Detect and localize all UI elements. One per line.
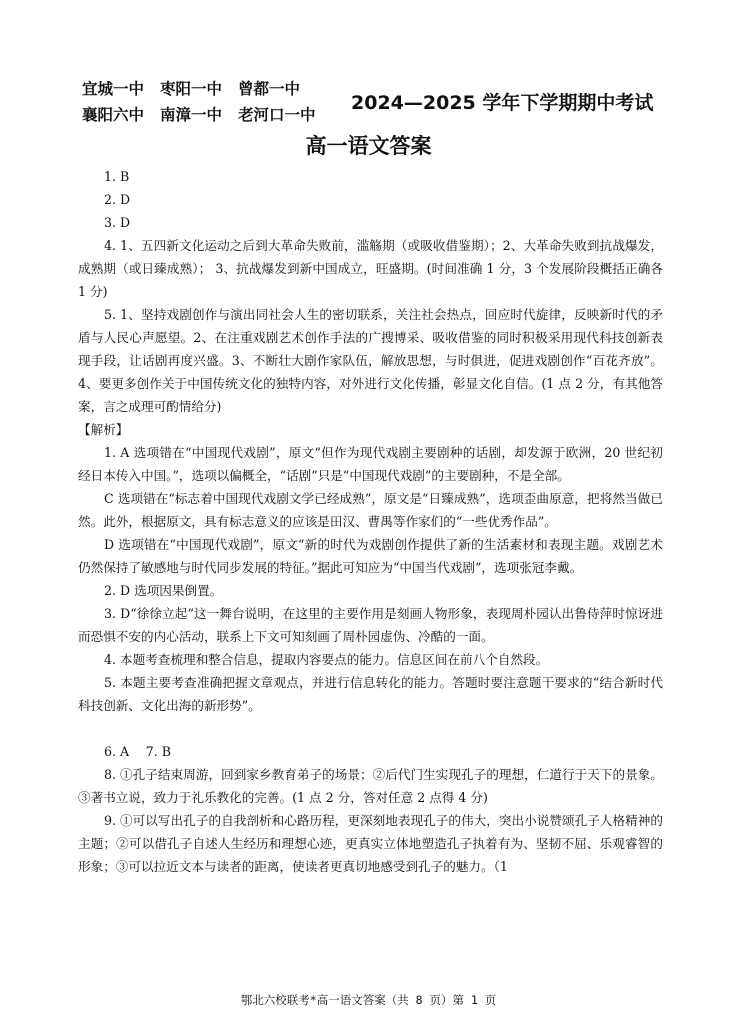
analysis-item: 2. D 选项因果倒置。	[104, 583, 223, 598]
analysis-heading: 【解析】	[78, 422, 129, 437]
analysis-item: D 选项错在“中国现代戏剧”，原文“新的时代为戏剧创作提供了新的生活素材和表现主题。戏剧艺术仍然保持了敏感地与时代同步发展的特征。”据此可知应为“中国当代戏剧”，选项张冠李戴。	[78, 537, 663, 575]
answer-item: 8. ①孔子结束周游，回到家乡教育弟子的场景；②后代门生实现孔子的理想，仁道行于天下的景象。③著书立说，致力于礼乐教化的完善。(1 点 2 分，答对任意 2 点得 4 分)	[78, 767, 663, 805]
answer-item: 6. A 7. B	[104, 744, 171, 759]
school-name: 枣阳一中	[160, 80, 223, 98]
school-name: 南漳一中	[160, 106, 223, 124]
answer-item: 5. 1、坚持戏剧创作与演出同社会人生的密切联系，关注社会热点，回应时代旋律，反映新时代的矛盾与人民心声愿望。2、在注重戏剧艺术创作手法的广搜博采、吸收借鉴的同时积极采用现代科技创新表现手段，让话剧再度兴盛。3、不断壮大剧作家队伍，解放思想，与时俱进，促进戏剧创作“百花齐放”。4、要更多创作关于中国传统文化的独特内容，对外进行文化传播，彰显文化自信。(1 点 2 分，有其他答案，言之成理可酌情给分)	[78, 307, 663, 414]
answer-content	[78, 165, 663, 878]
school-list	[82, 76, 316, 128]
school-row-2	[82, 102, 316, 128]
page-title: 高一语文答案	[305, 134, 432, 158]
school-row-1	[82, 76, 316, 102]
analysis-item: 5. 本题主要考查准确把握文章观点，并进行信息转化的能力。答题时要注意题干要求的“结合新时代科技创新、文化出海的新形势”。	[78, 675, 663, 713]
page-footer: 鄂北六校联考*高一语文答案（共 8 页）第 1 页	[240, 993, 497, 1007]
school-name: 老河口一中	[238, 106, 316, 124]
answer-item: 4. 1、五四新文化运动之后到大革命失败前，滥觞期（或吸收借鉴期）；2、大革命失败到抗战爆发，成熟期（或日臻成熟）； 3、抗战爆发到新中国成立，旺盛期。(时间准确 1 分，3 个发展阶段概括正确各 1 分)	[78, 238, 663, 299]
answer-item: 3. D	[104, 215, 131, 230]
exam-title: 2024—2025 学年下学期期中考试	[351, 92, 654, 114]
analysis-item: 3. D“徐徐立起”这一舞台说明，在这里的主要作用是刻画人物形象，表现周朴园认出鲁侍萍时惊讶进而恐惧不安的内心活动，联系上下文可知刻画了周朴园虚伪、冷酷的一面。	[78, 606, 663, 644]
answer-item: 2. D	[104, 192, 131, 207]
answer-item: 9. ①可以写出孔子的自我剖析和心路历程，更深刻地表现孔子的伟大，突出小说赞颂孔子人格精神的主题；②可以借孔子自述人生经历和理想心迹，更真实立体地塑造孔子执着有为、坚韧不屈、乐观睿智的形象；③可以拉近文本与读者的距离，使读者更真切地感受到孔子的魅力。（1	[78, 813, 663, 874]
school-name: 宜城一中	[82, 80, 145, 98]
analysis-item: C 选项错在“标志着中国现代戏剧文学已经成熟”，原文是“日臻成熟”，选项歪曲原意，把将然当做已然。此外，根据原文，具有标志意义的应该是田汉、曹禺等作家们的“一些优秀作品”。	[78, 491, 663, 529]
spacer	[78, 717, 663, 740]
analysis-item: 1. A 选项错在“中国现代戏剧”，原文“但作为现代戏剧主要剧种的话剧，却发源于欧洲，20 世纪初经日本传入中国。”，选项以偏概全，“话剧”只是“中国现代戏剧”的主要剧种，不是全部。	[78, 445, 663, 483]
answer-item: 1. B	[104, 169, 130, 184]
school-name: 曾都一中	[238, 80, 301, 98]
analysis-item: 4. 本题考查梳理和整合信息，提取内容要点的能力。信息区间在前八个自然段。	[104, 652, 549, 667]
school-name: 襄阳六中	[82, 106, 145, 124]
